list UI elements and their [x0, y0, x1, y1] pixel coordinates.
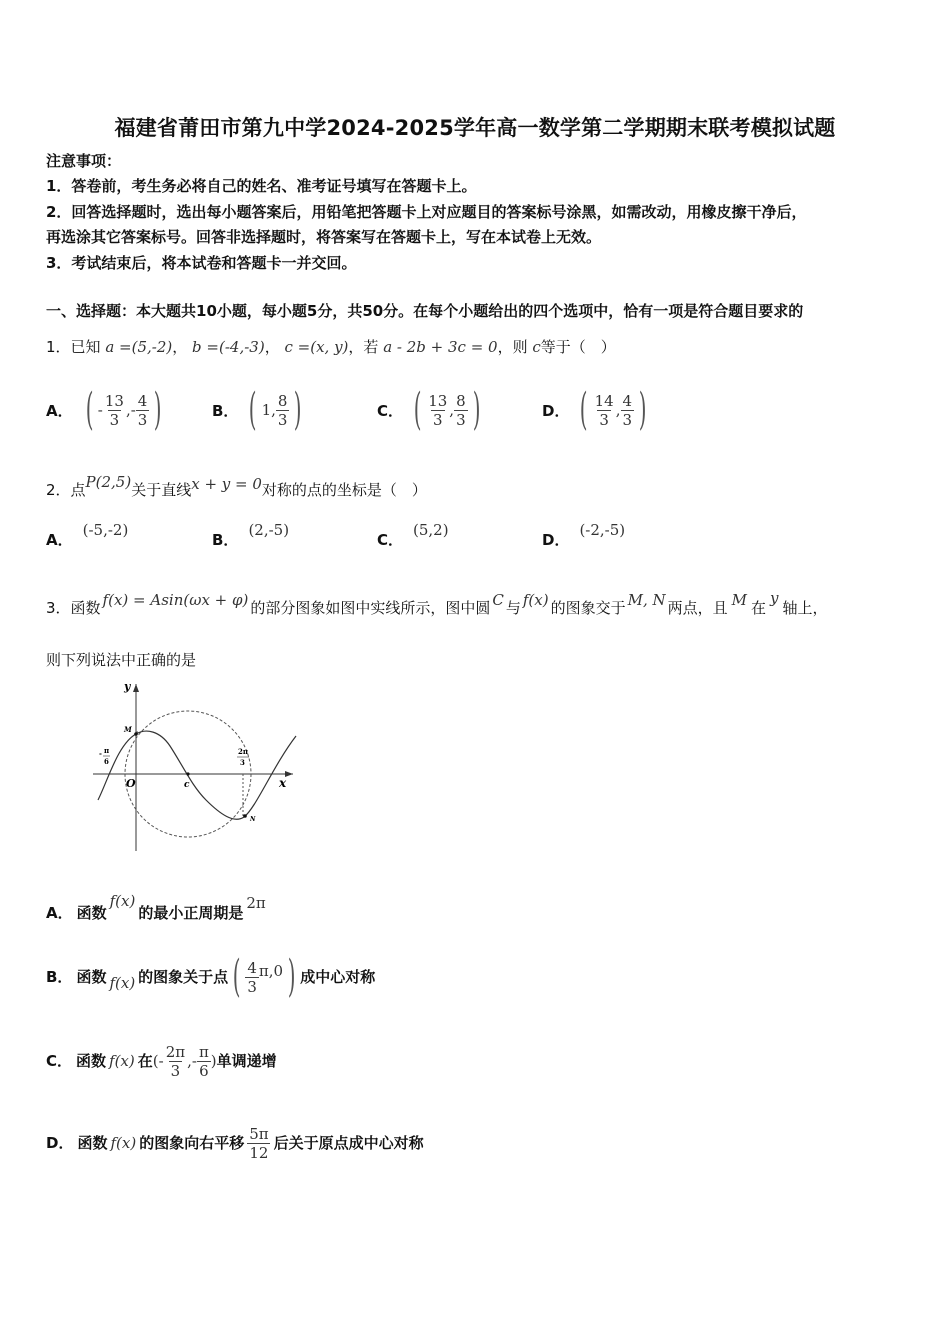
q3-text: 的图象交于	[550, 599, 626, 617]
q1-then: ，则	[497, 338, 528, 356]
notice-item-2-cont: 再选涂其它答案标号。回答非选择题时，将答案写在答题卡上，写在本试卷上无效。	[46, 228, 602, 246]
fraction: $\frac{14}{3}$	[594, 391, 614, 429]
q1-b-value: ( 1, $\frac{8}{3}$ )	[249, 384, 302, 435]
option-text: 函数	[76, 1052, 107, 1070]
q1-ask: 等于（ ）	[540, 338, 616, 356]
sign: -	[97, 401, 103, 419]
point-n	[243, 814, 247, 818]
q3-number: 3．函数	[46, 599, 101, 617]
n-label: N	[250, 816, 256, 823]
x-axis-arrow	[285, 771, 293, 777]
q1-sep: ，	[172, 338, 188, 356]
q3-text: 两点，且	[667, 599, 728, 617]
option-text: 函数	[77, 1134, 108, 1152]
q1-c-var: c	[532, 338, 541, 356]
question-2	[46, 473, 427, 500]
option-label: A．	[46, 531, 73, 549]
q3-m: M	[731, 591, 748, 609]
sign: ,	[615, 401, 621, 419]
three-label: 3	[240, 758, 245, 767]
fraction: $\frac{4}{3}$	[137, 391, 148, 429]
q3-circle: C	[492, 591, 504, 609]
q1-d-value: ( $\frac{14}{3}$ , $\frac{4}{3}$ )	[580, 384, 647, 435]
q1-number: 1．已知	[46, 338, 101, 356]
fraction: $\frac{13}{3}$	[104, 391, 124, 429]
q2-point: P(2,5)	[85, 473, 132, 491]
option-fx: f(x)	[109, 892, 136, 910]
q3-y: y	[770, 589, 779, 607]
q1-option-a[interactable]	[46, 385, 167, 435]
q3-line-2: 则下列说法中正确的是	[46, 651, 197, 669]
fraction: $\frac{13}{3}$	[428, 391, 448, 429]
notice-item-2: 2．回答选择题时，选出每小题答案后，用铅笔把答题卡上对应题目的答案标号涂黑，如需改动，用橡皮擦干净后，	[46, 203, 807, 221]
neg-six-label: 6	[104, 757, 109, 766]
q3-mn: M, N	[627, 591, 666, 609]
option-value: 2π	[246, 894, 266, 912]
q3-option-a[interactable]	[46, 892, 266, 923]
fraction: $\frac{4}{3}$	[247, 958, 257, 996]
notice-item-1: 1．答卷前，考生务必将自己的姓名、准考证号填写在答题卡上。	[46, 177, 477, 195]
q2-option-a[interactable]	[46, 521, 129, 550]
option-label: A．	[46, 401, 73, 420]
q3-text: 与	[505, 599, 521, 617]
fraction: $\frac{5\pi}{12}$	[249, 1124, 269, 1162]
fraction: $\frac{8}{3}$	[456, 391, 466, 429]
origin-label: O	[126, 777, 136, 790]
y-axis-arrow	[133, 684, 139, 692]
value-part: )	[210, 1052, 217, 1070]
question-3	[46, 589, 828, 618]
q3-fx: f(x)	[522, 591, 549, 609]
option-fx: f(x)	[109, 974, 136, 992]
q2-option-b[interactable]	[212, 521, 290, 550]
q2-ask: 对称的点的坐标是（ ）	[261, 481, 427, 499]
option-label: D．	[542, 531, 570, 549]
point-c	[186, 772, 189, 775]
option-label: A．	[46, 904, 73, 922]
option-text: 单调递增	[216, 1052, 277, 1070]
sine-curve	[98, 731, 296, 819]
fraction: $\frac{\pi}{6}$	[198, 1042, 209, 1080]
option-text: 函数	[76, 968, 107, 986]
option-fx: f(x)	[110, 1134, 137, 1152]
q1-vector-b: b =(-4,-3)	[192, 338, 265, 356]
sign: ,	[449, 401, 455, 419]
option-text: 在	[137, 1052, 153, 1070]
q1-vector-c: c =(x, y)	[284, 338, 349, 356]
option-label: B．	[212, 401, 239, 420]
value-part: 1,	[261, 401, 276, 419]
option-value: (5,2)	[413, 521, 449, 539]
option-label: B．	[212, 531, 239, 549]
x-label: x	[279, 776, 287, 790]
option-label: B．	[46, 968, 73, 986]
option-label: C．	[377, 401, 404, 420]
fraction: $\frac{2\pi}{3}$	[165, 1042, 186, 1080]
option-text: 的图象向右平移	[139, 1134, 245, 1152]
q1-vector-a: a =(5,-2)	[105, 338, 173, 356]
q2-option-d[interactable]	[542, 521, 626, 550]
option-text: 成中心对称	[300, 968, 376, 986]
fraction: $\frac{8}{3}$	[277, 391, 288, 429]
page-title: 福建省莆田市第九中学2024-2025学年高一数学第二学期期末联考模拟试题	[114, 116, 836, 140]
q1-c-value: ( $\frac{13}{3}$ , $\frac{8}{3}$ )	[413, 384, 481, 435]
q3-text: 的部分图象如图中实线所示，图中圆	[250, 599, 491, 617]
c-label: c	[184, 780, 190, 790]
section-heading: 一、选择题：本大题共10小题，每小题5分，共50分。在每个小题给出的四个选项中，恰有一项是符合题目要求的	[46, 302, 804, 320]
option-value	[153, 1043, 217, 1080]
neg-sign: -	[99, 749, 102, 758]
point-m	[134, 732, 138, 736]
option-label: D．	[46, 1134, 74, 1152]
q1-if: ，若	[348, 338, 379, 356]
option-text: 的最小正周期是	[138, 904, 244, 922]
option-value: ( $\frac{4}{3}$ π,0 )	[232, 951, 296, 1002]
option-value: (-5,-2)	[82, 521, 129, 539]
q1-option-d[interactable]	[542, 385, 651, 435]
notice-heading: 注意事项：	[46, 152, 122, 170]
q1-sep: ，	[264, 338, 280, 356]
q3-option-b[interactable]	[46, 952, 375, 1002]
option-fx: f(x)	[109, 1052, 135, 1070]
value-part: (-	[152, 1052, 164, 1070]
q2-line: x + y = 0	[191, 475, 262, 493]
q2-option-c[interactable]	[377, 521, 449, 550]
q3-option-c[interactable]	[46, 1036, 277, 1086]
twopi-label: 2π	[238, 747, 248, 756]
option-text: 后关于原点成中心对称	[273, 1134, 424, 1152]
option-label: C．	[46, 1052, 73, 1070]
question-1	[46, 337, 616, 357]
option-value: (2,-5)	[248, 521, 290, 539]
m-label: M	[124, 725, 132, 734]
y-label: y	[124, 680, 131, 693]
q2-text: 关于直线	[131, 481, 192, 499]
q2-number: 2．点	[46, 481, 86, 499]
option-label: C．	[377, 531, 404, 549]
option-value: (-2,-5)	[579, 521, 626, 539]
option-text: 的图象关于点	[138, 968, 229, 986]
option-text: 函数	[76, 904, 107, 922]
value-part: π,0	[258, 962, 284, 980]
notice-item-3: 3．考试结束后，将本试卷和答题卡一并交回。	[46, 254, 357, 272]
q3-text: 轴上，	[782, 599, 828, 617]
q3-text: 在	[751, 599, 767, 617]
option-label: D．	[542, 401, 570, 420]
q1-a-value: ( - $\frac{13}{3}$ ,- $\frac{4}{3}$ )	[85, 384, 162, 435]
fraction: $\frac{4}{3}$	[622, 391, 633, 429]
value-part: ,-	[187, 1052, 197, 1070]
q3-function: f(x) = Asin(ωx + φ)	[102, 591, 249, 609]
q1-option-c[interactable]	[377, 385, 485, 435]
sign: ,-	[125, 401, 136, 419]
q1-equation: a - 2b + 3c = 0	[383, 338, 498, 356]
q3-graph	[88, 676, 303, 856]
q1-option-b[interactable]	[212, 385, 307, 435]
q3-option-d[interactable]	[46, 1118, 424, 1168]
neg-pi-label: π	[104, 746, 110, 755]
